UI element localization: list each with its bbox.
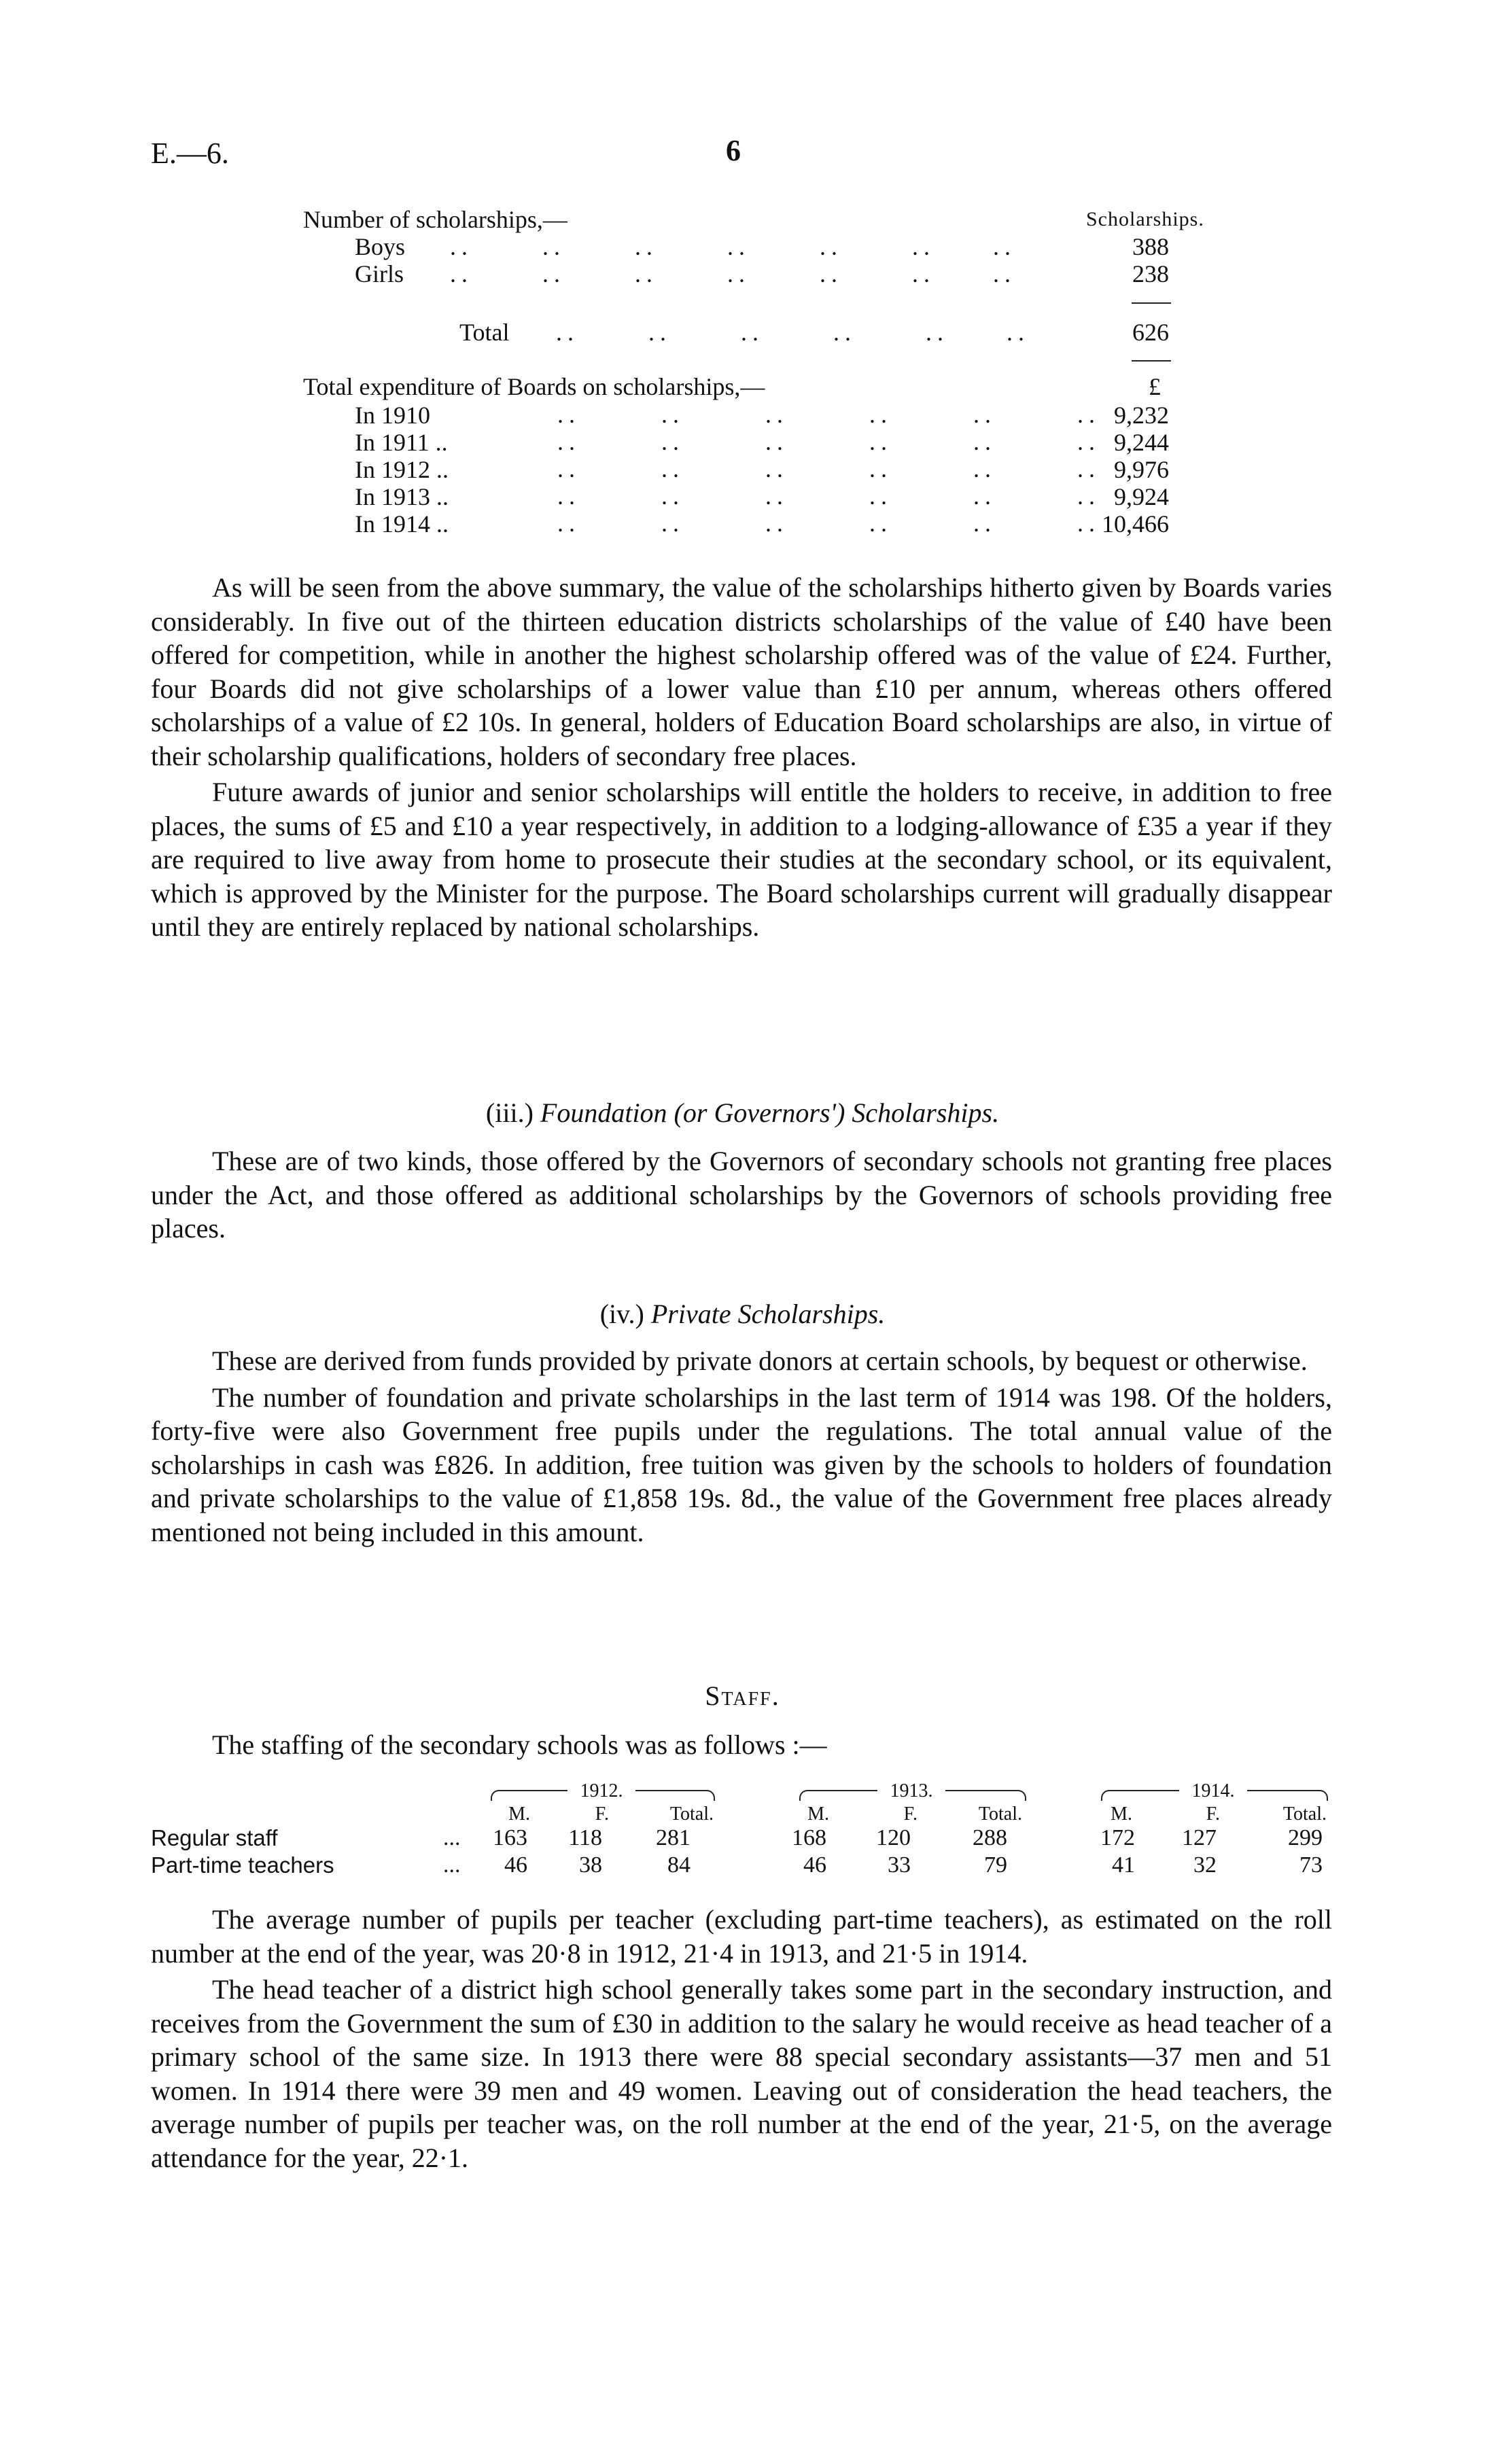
staff-cell: 299 [1288,1825,1323,1850]
col-header: M. [1111,1803,1132,1825]
board-scholarships-text [151,571,1332,944]
expenditure-row [355,401,430,429]
staff-cell: 79 [984,1852,1007,1878]
staff-cell: 172 [1100,1825,1135,1850]
staff-intro: The staffing of the secondary schools was as follows :— [212,1729,827,1760]
section-title: Foundation (or Governors') Scholarships. [540,1097,1000,1128]
total-rule-top [1132,302,1171,304]
staff-row-label: Part-time teachers [151,1852,334,1878]
year-label-1913: 1913. [877,1780,945,1802]
row-label: Boys [355,233,406,260]
leader-dots: ... [443,1825,461,1850]
staff-cell: 163 [493,1825,527,1850]
leader-dots: ... [443,1852,461,1878]
scholarships-row-girls [355,260,1016,288]
staff-cell: 32 [1193,1852,1217,1878]
staff-cell: 84 [667,1852,691,1878]
col-header: Total. [978,1803,1022,1825]
expenditure-row [355,510,449,538]
staff-cell: 118 [568,1825,602,1850]
staff-cell: 127 [1182,1825,1217,1850]
page-reference: E.—6. [151,137,229,170]
expenditure-row [355,482,449,511]
col-header: Total. [1282,1803,1327,1825]
section-heading-private [0,1298,1485,1330]
leader-dots: .. .. .. .. .. .. .. [450,233,1016,260]
leader-dots: .. .. .. .. .. .. .. .. .. .. .. .. .. .. .. .. .. .. .. .. .. .. .. .. .. .. .. .. .. .. [557,401,1100,537]
expenditure-row [355,455,449,484]
total-rule-bottom [1132,360,1171,362]
private-scholarships-text [151,1344,1332,1549]
col-header: M. [508,1803,530,1825]
col-header: Total. [669,1803,714,1825]
expenditure-heading: Total expenditure of Boards on scholarships,— [303,373,765,400]
staff-heading: Staff. [705,1680,780,1711]
leader-dots: .. .. .. .. .. .. .. [450,260,1016,287]
staff-cell: 46 [504,1852,527,1878]
paragraph: These are derived from funds provided by private donors at certain schools, by bequest or otherwise. [212,1345,1308,1376]
row-label: In 1910 [355,402,430,429]
foundation-scholarships-text [151,1144,1332,1246]
row-label: In 1913 .. [355,483,449,510]
row-label: In 1912 .. [355,456,449,483]
paragraph: Future awards of junior and senior scholarships will entitle the holders to receive, in addition to free places, the sums of £5 and £10 a year respectively, in addition to a lodging-allowance of £35 a year if they are required to live away from home to prosecute their studies at the secondary school, or its equivalent, which is approved by the Minister for the purpose. The Board scholarships current will gradually disappear until they are entirely replaced by national scholarships. [151,777,1332,942]
scholarships-heading: Number of scholarships,— [303,206,567,233]
staff-cell: 33 [888,1852,911,1878]
expenditure-value: 9,976 [1114,456,1169,483]
paragraph: The average number of pupils per teacher (excluding part-time teachers), as estimated on the roll number at the end of the year, was 20·8 in 1912, 21·4 in 1913, and 21·5 in 1914. [151,1904,1332,1969]
staff-text [151,1903,1332,2175]
scholarships-girls-value: 238 [1132,260,1169,287]
col-header: F. [903,1803,918,1825]
leader-dots: .. .. .. .. .. .. [556,319,1030,346]
expenditure-row [355,428,448,457]
row-label: Total [459,319,510,346]
staff-cell: 281 [656,1825,691,1850]
scholarships-total-value: 626 [1132,319,1169,346]
section-number: (iv.) [599,1299,644,1329]
scholarships-row-boys [355,232,1016,261]
expenditure-value: 9,924 [1114,483,1169,510]
page-number: 6 [726,134,741,167]
expenditure-unit: £ [1149,373,1161,400]
paragraph: The head teacher of a district high school generally takes some part in the secondary instruction, and receives from the Government the sum of £30 in addition to the salary he would receive as head teacher of a primary school of the same size. In 1913 there were 88 special secondary assistants—37 men and 51 women. In 1914 there were 39 men and 49 women. Leaving out of consideration the head teachers, the average number of pupils per teacher was, on the roll number at the end of the year, 21·5, on the average attendance for the year, 22·1. [151,1974,1332,2173]
col-header: F. [1206,1803,1220,1825]
expenditure-value: 9,232 [1114,402,1169,429]
staff-cell: 41 [1112,1852,1135,1878]
staff-cell: 73 [1299,1852,1323,1878]
staff-cell: 120 [876,1825,911,1850]
staff-cell: 46 [803,1852,826,1878]
staff-cell: 168 [792,1825,826,1850]
year-label-1912: 1912. [567,1780,635,1802]
section-title: Private Scholarships. [650,1299,886,1329]
staff-row-label: Regular staff [151,1825,278,1850]
scholarships-row-total [459,318,1030,347]
staff-cell: 38 [579,1852,602,1878]
col-header: F. [595,1803,609,1825]
expenditure-value: 10,466 [1102,510,1169,538]
year-label-1914: 1914. [1179,1780,1247,1802]
section-heading-foundation [0,1097,1485,1129]
scholarships-column-label: Scholarships. [1086,208,1204,230]
col-header: M. [807,1803,829,1825]
expenditure-value: 9,244 [1114,429,1169,456]
row-label: In 1911 .. [355,429,448,456]
paragraph: These are of two kinds, those offered by the Governors of secondary schools not granting free places under the Act, and those offered as additional scholarships by the Governors of schools providing free places. [151,1146,1332,1244]
section-number: (iii.) [485,1097,534,1128]
staff-cell: 288 [973,1825,1007,1850]
paragraph: As will be seen from the above summary, the value of the scholarships hitherto given by Boards varies considerably. In five out of the thirteen education districts scholarships of the value of £40 have been offered for competition, while in another the highest scholarship offered was of the value of £24. Further, four Boards did not give scholarships of a lower value than £10 per annum, whereas others offered scholarships of a value of £2 10s. In general, holders of Education Board scholarships are also, in virtue of their scholarship qualifications, holders of secondary free places. [151,572,1332,771]
paragraph: The number of foundation and private scholarships in the last term of 1914 was 198. Of the holders, forty-five were also Government free pupils under the regulations. The total annual value of the scholarships in cash was £826. In addition, free tuition was given by the schools to holders of foundation and private scholarships to the value of £1,858 19s. 8d., the value of the Government free places already mentioned not being included in this amount. [151,1381,1332,1547]
row-label: Girls [355,260,404,287]
scholarships-boys-value: 388 [1132,233,1169,260]
row-label: In 1914 .. [355,510,449,538]
